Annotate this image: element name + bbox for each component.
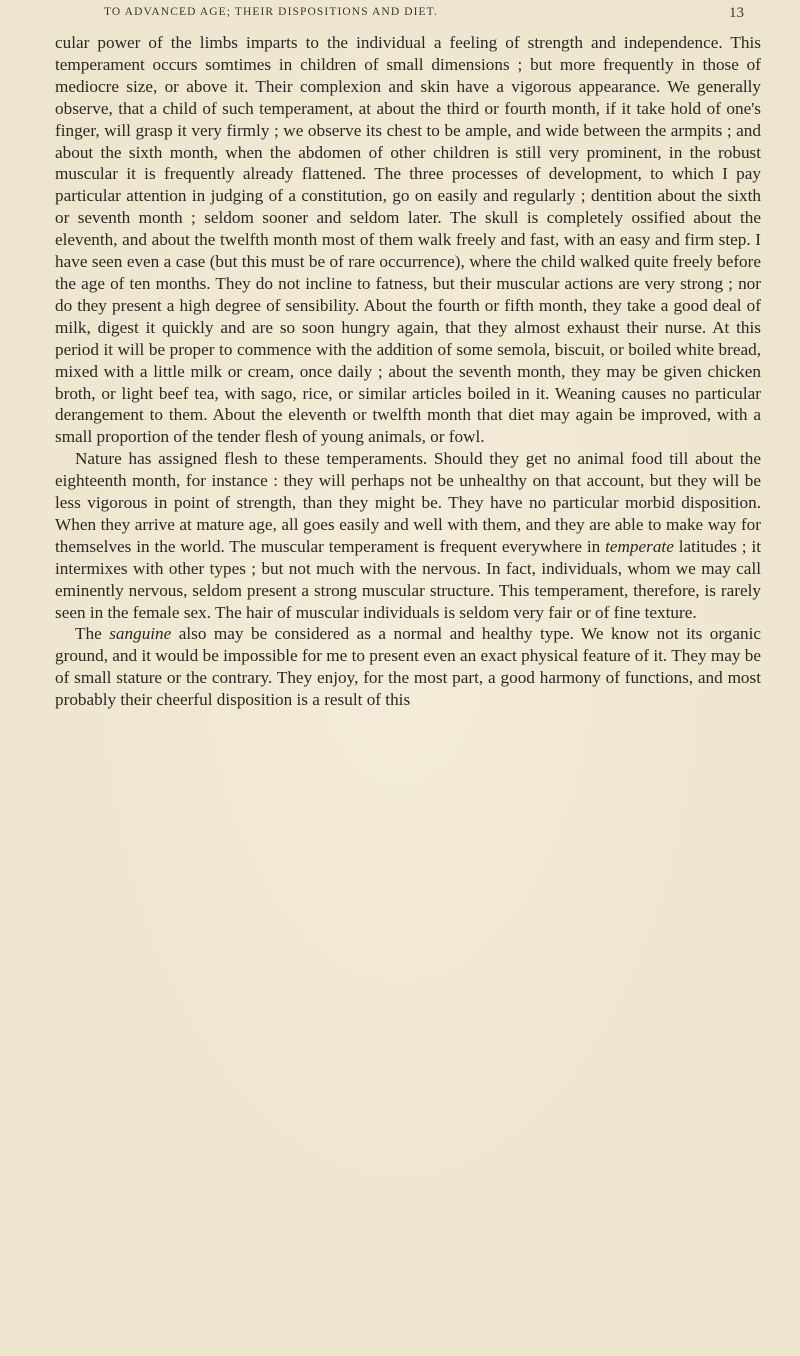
paragraph-3-lead: The [75, 624, 102, 644]
italic-term-temperate: temperate [605, 536, 674, 556]
paragraph-2-text: Nature has assigned flesh to these temperaments. Should they get no animal food till about the eighteenth month, for instance : they will perhaps not be unhealthy on that account, but they will be less vigorous in point of strength, than they might be. They have no particular morbid disposition. When they arrive at mature age, all goes easily and well with them, and they are able to make way for themselves in the world. The muscular temperament is frequent everywhere in [55, 449, 761, 556]
paragraph-2 [55, 448, 761, 623]
paragraph-3-text: also may be considered as a normal and healthy type. We know not its organic ground, and it would be impossible for me to present even an exact physical feature of it. They may be of small stature or the contrary. They enjoy, for the most part, a good harmony of functions, and most probably their cheerful disposition is a result of this [55, 624, 762, 710]
italic-term-sanguine: sanguine [109, 624, 172, 644]
page-number: 13 [729, 5, 744, 21]
paragraph-1: cular power of the limbs imparts to the individual a feeling of strength and independence. This temperament occurs somtimes in children of small dimensions ; but more frequently in those of mediocre size, or above it. Their complexion and skin have a vigorous appearance. We generally observe, that a child of such temperament, at about the third or fourth month, if it take hold of one's finger, will grasp it very firmly ; we observe its chest to be ample, and wide between the armpits ; and about the sixth month, when the abdomen of other children is still very prominent, in the robust muscular it is frequently already flattened. The three processes of development, to which I pay particular attention in judging of a constitution, go on easily and regularly ; dentition about the sixth or seventh month ; seldom sooner and seldom later. The skull is completely ossified about the eleventh, and about the twelfth month most of them walk freely and fast, with an easy and firm step. I have seen even a case (but this must be of rare occurrence), where the child walked quite freely before the age of ten months. They do not incline to fatness, but their muscular actions are very strong ; nor do they present a high degree of sensibility. About the fourth or fifth month, they take a good deal of milk, digest it quickly and are so soon hungry again, that they almost exhaust their nurse. At this period it will be proper to commence with the addition of some semola, biscuit, or boiled white bread, mixed with a little milk or cream, once daily ; about the seventh month, they may be given chicken broth, or light beef tea, with sago, rice, or similar articles boiled in it. Weaning causes no particular derangement to them. About the eleventh or twelfth month that diet may again be improved, with a small proportion of the tender flesh of young animals, or fowl. [55, 33, 761, 447]
running-head: TO ADVANCED AGE; THEIR DISPOSITIONS AND DIET. [104, 6, 438, 18]
paragraph-3 [55, 623, 761, 711]
body-text [55, 32, 761, 711]
paragraph-2-continuation: latitudes ; it intermixes with other types ; but not much with the nervous. In fact, individuals, whom we may call eminently nervous, seldom present a strong muscular structure. This temperament, therefore, is rarely seen in the female sex. The hair of muscular individuals is seldom very fair or of fine texture. [55, 536, 762, 622]
